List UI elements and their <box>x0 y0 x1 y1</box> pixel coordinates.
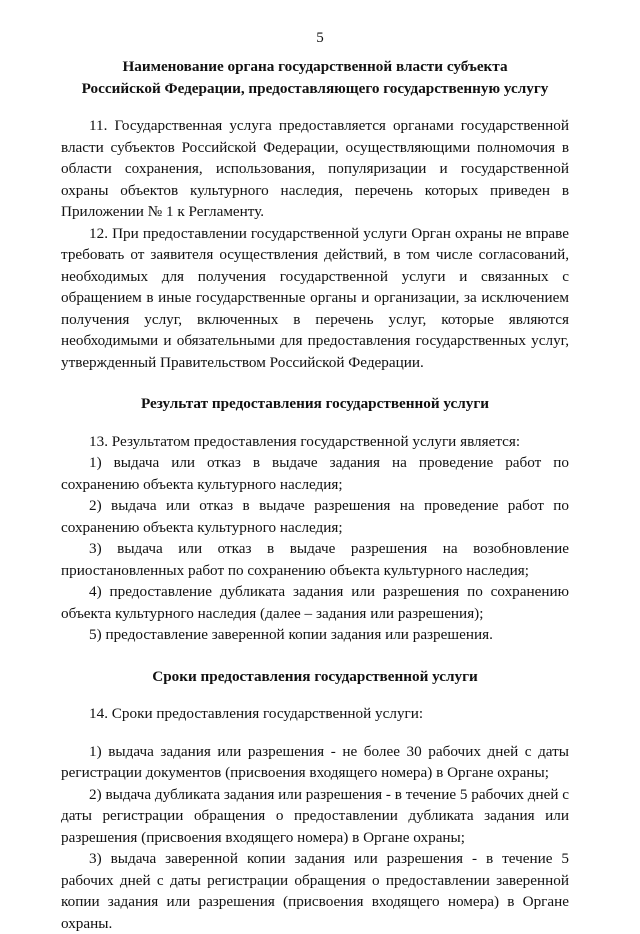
list-item: 5) предоставление заверенной копии задания или разрешения. <box>89 626 493 643</box>
paragraph-11: 11. Государственная услуга предоставляется органами государственной власти субъектов Российской Федерации, осуществляющими полномочия в области сохранения, использования, популяризации и государственной охраны объектов культурного наследия, перечень которых приведен в Приложении № 1 к Регламенту. <box>61 117 569 220</box>
list-item: 3) выдача заверенной копии задания или разрешения - в течение 5 рабочих дней с даты регистрации обращения о предоставлении заверенной копии задания или разрешения (присвоения входящего номера) в Органе охраны. <box>61 850 569 932</box>
list-item: 3) выдача или отказ в выдаче разрешения на возобновление приостановленных работ по сохранению объекта культурного наследия; <box>61 540 569 579</box>
section-heading-terms: Сроки предоставления государственной услуги <box>152 667 478 685</box>
document-body <box>61 56 569 934</box>
list-item: 1) выдача или отказ в выдаче задания на проведение работ по сохранению объекта культурного наследия; <box>61 454 569 493</box>
list-item: 4) предоставление дубликата задания или разрешения по сохранению объекта культурного наследия (далее – задания или разрешения); <box>61 583 569 622</box>
paragraph-14: 14. Сроки предоставления государственной услуги: <box>89 705 424 722</box>
paragraph-13: 13. Результатом предоставления государственной услуги является: <box>89 432 521 450</box>
list-item: 1) выдача задания или разрешения - не более 30 рабочих дней с даты регистрации документов (присвоения входящего номера) в Органе охраны; <box>61 742 569 781</box>
list-item: 2) выдача или отказ в выдаче разрешения на проведение работ по сохранению объекта культурного наследия; <box>61 497 569 536</box>
section-heading-result: Результат предоставления государственной услуги <box>140 395 490 412</box>
page-number: 5 <box>316 30 324 46</box>
list-item: 2) выдача дубликата задания или разрешения - в течение 5 рабочих дней с даты регистрации обращения о предоставлении дубликата задания или разрешения (присвоения входящего номера) в Органе охраны; <box>61 785 569 846</box>
paragraph-12: 12. При предоставлении государственной услуги Орган охраны не вправе требовать от заявителя осуществления действий, в том числе согласований, необходимых для получения государственной услуги и связанных с обращением в иные государственные органы и организации, за исключением получения услуг, включенных в перечень услуг, которые являются необходимыми и обязательными для предоставления государственных услуг, утвержденный Правительством Российской Федерации. <box>61 224 569 371</box>
section-heading-authority: Наименование органа государственной власти субъекта Российской Федерации, предоставляющего государственную услугу <box>81 58 549 97</box>
